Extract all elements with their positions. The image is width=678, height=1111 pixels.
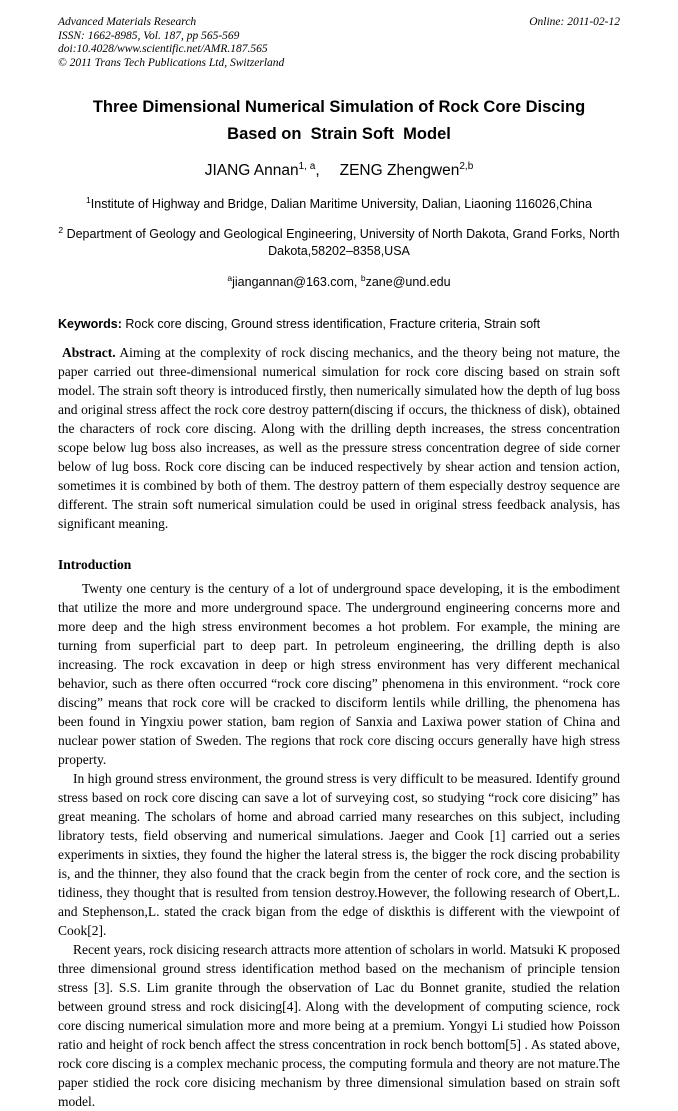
doi-line: doi:10.4028/www.scientific.net/AMR.187.565 (58, 43, 268, 55)
emails-line (58, 270, 620, 291)
title-line-1: Three Dimensional Numerical Simulation of Rock Core Discing (92, 98, 586, 116)
email-a-superscript: a (227, 273, 233, 284)
abstract-text: Aiming at the complexity of rock discing mechanics, and the theory being not mature, the paper carried out three-dimensional numerical simulation for rock core discing based on strain soft model. The strain soft theory is introduced firstly, then numerically simulated how the depth of lug boss and original stress affect the rock core destroy pattern(discing if occurs, the thickness of disk), obtained the characters of rock core discing. Along with the drilling depth increases, the stress concentration scope below lug boss also increases, as well as the pressure stress concentration degree of side corner below of lug boss. Rock core discing can be induced respectively by shear action and tension action, sometimes it is combined by both of them. The destroy pattern of them especially destroy sequence are different. The strain soft numerical simulation could be used in original stress feedback analysis, has significant meaning. (58, 344, 620, 531)
page-header (58, 16, 620, 70)
email-a: jiangannan@163.com, (232, 275, 361, 290)
intro-paragraph-3: Recent years, rock disicing research attracts more attention of scholars in world. Matsuki K proposed three dimensional ground stress identification method based on the mechanism of principle tension stress [3]. S.S. Lim granite through the observation of Lac du Bonnet granite, studied the relation between ground stress and rock disicing[4]. Along with the development of computing science, rock core discing numerical simulation more and more being at a premium. Yongyi Li studied how Poisson ratio and height of rock bench affect the stress concentration in rock bench bottom[5] . As stated above, rock core discing is a complex mechanic process, the computing formula and theory are not mature.The paper stidied the rock core disicing mechanism by three dimensional simulation based on strain soft model. (58, 941, 620, 1109)
online-date: Online: 2011-02-12 (529, 16, 620, 28)
journal-name: Advanced Materials Research (58, 16, 197, 28)
affiliation-1 (58, 192, 620, 213)
author-2-superscript: 2,b (459, 161, 474, 172)
affiliation-2-text: Department of Geology and Geological Engineering, University of North Dakota, Grand Forks, North Dakota,58202–8358,USA (63, 227, 624, 259)
affiliation-2 (58, 222, 624, 260)
paper-title (58, 94, 620, 148)
author-2-name: ZENG Zhengwen (339, 162, 460, 180)
intro-paragraph-2: In high ground stress environment, the ground stress is very difficult to be measured. Identify ground stress based on rock core discing can save a lot of surveying cost, so studying “rock core disicing” has great meaning. The scholars of home and abroad carried many researches on this subject, including libratory tests, field observing and numerical simulations. Jaeger and Cook [1] carried out a series experiments in sixties, they found the higher the lateral stress is, the bigger the rock discing probability is, and the thinner, they also found that the crack begin from the center of rock core, and the section is tidiness, they thought that is resulted from tension destroy.However, the following research of Obert,L. and Stephenson,L. stated the crack bigan from the edge of diskthis is different with the viewpoint of Cook[2]. (58, 770, 620, 938)
section-heading-introduction: Introduction (58, 556, 132, 572)
keywords-label: Keywords: (58, 316, 122, 331)
abstract-paragraph (58, 343, 620, 533)
email-b-superscript: b (360, 273, 366, 284)
journal-info (58, 16, 284, 70)
keywords-text: Rock core discing, Ground stress identification, Fracture criteria, Strain soft (121, 316, 541, 331)
author-1-name: JIANG Annan (204, 162, 299, 180)
keywords-line (58, 316, 620, 333)
authors-line (58, 161, 620, 180)
affiliation-1-superscript: 1 (86, 195, 91, 206)
author-1-superscript: 1, a (298, 161, 316, 172)
copyright-line: © 2011 Trans Tech Publications Ltd, Switzerland (58, 56, 285, 69)
affiliation-2-superscript: 2 (58, 225, 64, 236)
title-line-2: Based on Strain Soft Model (227, 125, 451, 143)
abstract-label: Abstract. (62, 344, 116, 360)
intro-paragraph-1: Twenty one century is the century of a lot of underground space developing, it is the embodiment that utilize the more and more underground space. The underground engineering concerns more and more deep and the high stress environment becomes a hot problem. For example, the mining are turning from superficial part to deep part. In petroleum engineering, the drilling depth is also increasing. The rock excavation in deep or high stress environment has very different mechanical behavior, such as there often occurred “rock core discing” phenomena in this environment. “rock core discing” means that rock core will be cracked to disciform lentils while drilling, the phenomena has been found in Yingxiu power station, bam region of Sanxia and Laxiwa power station of China and nuclear power station of Sweden. The regions that rock core discing occurs generally have high stress property. (58, 580, 620, 767)
email-b: zane@und.edu (365, 275, 451, 290)
authors-separator: , (315, 162, 320, 180)
affiliation-1-text: Institute of Highway and Bridge, Dalian Maritime University, Dalian, Liaoning 116026,China (90, 197, 592, 212)
issn-line: ISSN: 1662-8985, Vol. 187, pp 565-569 (58, 29, 240, 42)
